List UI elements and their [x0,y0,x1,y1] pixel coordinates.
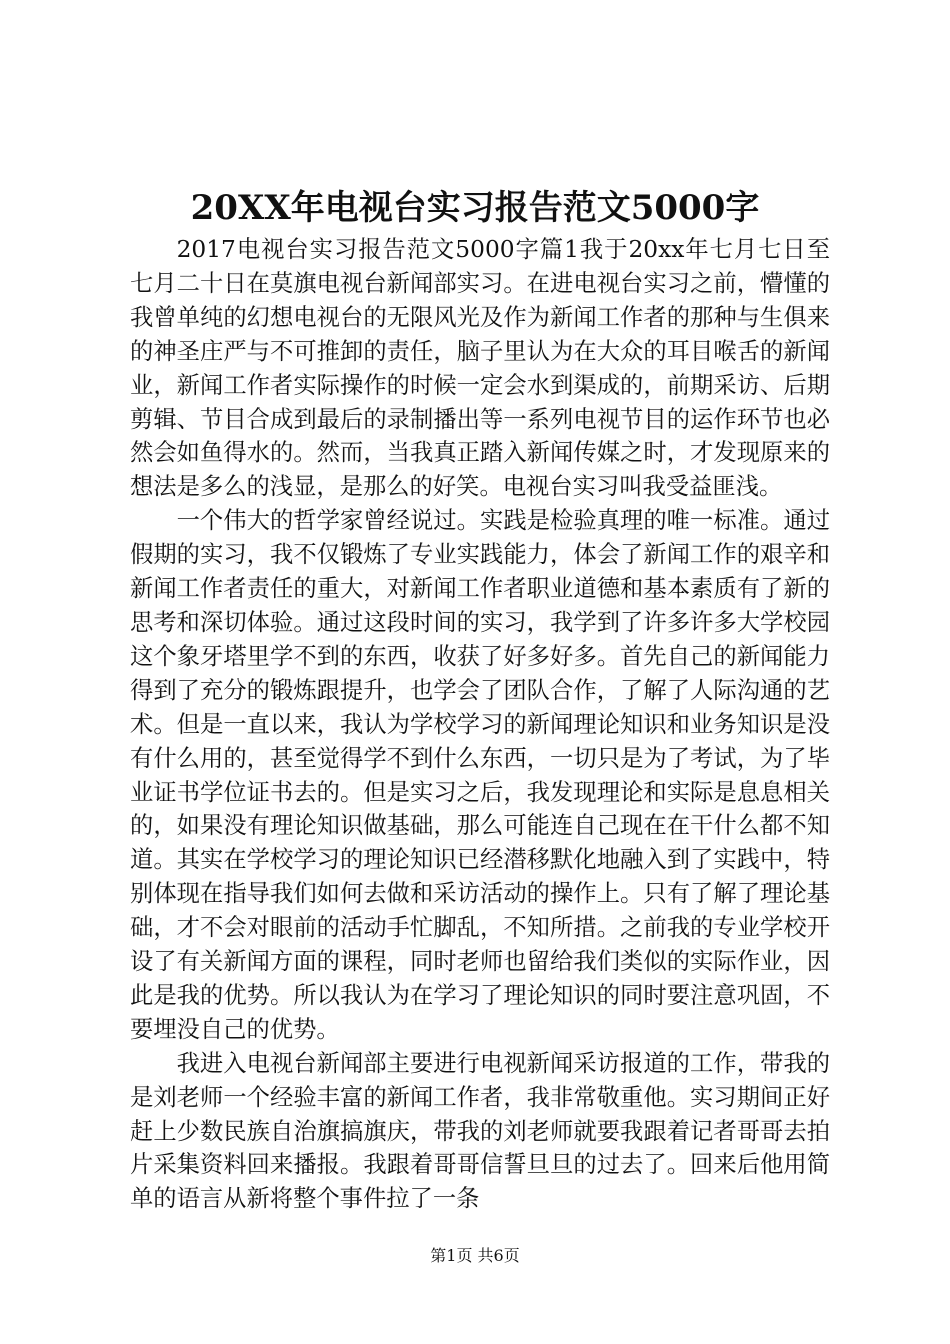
paragraph: 我进入电视台新闻部主要进行电视新闻采访报道的工作，带我的是刘老师一个经验丰富的新闻工作者，我非常敬重他。实习期间正好赶上少数民族自治旗搞旗庆，带我的刘老师就要我跟着记者哥哥去拍片采集资料回来播报。我跟着哥哥信誓旦旦的过去了。回来后他用简单的语言从新将整个事件拉了一条 [130,1049,830,1213]
paragraph: 2017电视台实习报告范文5000字篇1我于20xx年七月七日至七月二十日在莫旗电视台新闻部实习。在进电视台实习之前，懵懂的我曾单纯的幻想电视台的无限风光及作为新闻工作者的那种与生俱来的神圣庄严与不可推卸的责任，脑子里认为在大众的耳目喉舌的新闻业，新闻工作者实际操作的时候一定会水到渠成的，前期采访、后期剪辑、节目合成到最后的录制播出等一系列电视节目的运作环节也必然会如鱼得水的。然而，当我真正踏入新闻传媒之时，才发现原来的想法是多么的浅显，是那么的好笑。电视台实习叫我受益匪浅。 [130,236,830,501]
page-number-footer: 第1页 共6页 [430,1246,520,1265]
document-body [130,233,830,1216]
document-title: 20XX年电视台实习报告范文5000字 [190,188,760,228]
paragraph: 一个伟大的哲学家曾经说过。实践是检验真理的唯一标准。通过假期的实习，我不仅锻炼了专业实践能力，体会了新闻工作的艰辛和新闻工作者责任的重大，对新闻工作者职业道德和基本素质有了新的思考和深切体验。通过这段时间的实习，我学到了许多许多大学校园这个象牙塔里学不到的东西，收获了好多好多。首先自己的新闻能力得到了充分的锻炼跟提升，也学会了团队合作，了解了人际沟通的艺术。但是一直以来，我认为学校学习的新闻理论知识和业务知识是没有什么用的，甚至觉得学不到什么东西，一切只是为了考试，为了毕业证书学位证书去的。但是实习之后，我发现理论和实际是息息相关的，如果没有理论知识做基础，那么可能连自己现在在干什么都不知道。其实在学校学习的理论知识已经潜移默化地融入到了实践中，特别体现在指导我们如何去做和采访活动的操作上。只有了解了理论基础，才不会对眼前的活动手忙脚乱，不知所措。之前我的专业学校开设了有关新闻方面的课程，同时老师也留给我们类似的实际作业，因此是我的优势。所以我认为在学习了理论知识的同时要注意巩固，不要埋没自己的优势。 [130,507,830,1043]
